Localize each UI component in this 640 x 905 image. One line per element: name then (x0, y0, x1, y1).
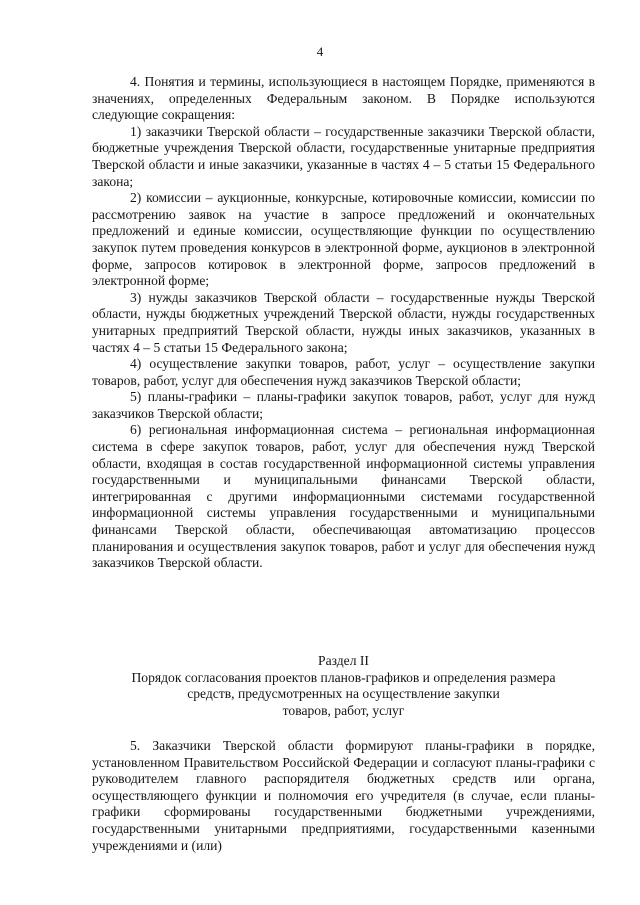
terms-section-body (92, 74, 595, 572)
section-title-line-3: товаров, работ, услуг (282, 702, 405, 718)
section-2-body (92, 738, 595, 854)
paragraph-4-intro: 4. Понятия и термины, использующиеся в настоящем Порядке, применяются в значениях, определенных Федеральным законом. В Порядке используются следующие сокращения: (92, 74, 595, 123)
term-5-schedules: 5) планы-графики – планы-графики закупок товаров, работ, услуг для нужд заказчиков Тверской области; (92, 389, 595, 421)
paragraph-5: 5. Заказчики Тверской области формируют планы-графики в порядке, установленном Правительством Российской Федерации и согласуют планы-графики с руководителем главного распорядителя бюджетных средств или органа, осуществляющего функции и полномочия его учредителя (в случае, если планы-графики сформированы государственными бюджетными учреждениями, государственными унитарными предприятиями, государственными казенными учреждениями и (или) (92, 738, 595, 853)
term-3-needs: 3) нужды заказчиков Тверской области – государственные нужды Тверской области, нужды бюджетных учреждений Тверской области, нужды государственных унитарных предприятий Тверской области, нужды иных заказчиков, указанных в частях 4 – 5 статьи 15 Федерального закона; (92, 289, 595, 355)
section-heading (92, 653, 595, 719)
section-title-line-2: средств, предусмотренных на осуществление закупки (187, 686, 500, 702)
term-1-customers: 1) заказчики Тверской области – государственные заказчики Тверской области, бюджетные учреждения Тверской области, государственные унитарные предприятия Тверской области и иные заказчики, указанные в частях 4 – 5 статьи 15 Федерального закона; (92, 123, 595, 189)
section-title-line-1: Порядок согласования проектов планов-графиков и определения размера (131, 669, 556, 685)
term-2-commissions: 2) комиссии – аукционные, конкурсные, котировочные комиссии, комиссии по рассмотрению заявок на участие в запросе предложений и окончательных предложений и единые комиссии, осуществляющие функции по осуществлению закупок путем проведения конкурсов в электронной форме, аукционов в электронной форме, запросов котировок в электронной форме, запросов предложений в электронной форме; (92, 190, 595, 289)
term-6-information-system: 6) региональная информационная система – региональная информационная система в сфере закупок товаров, работ, услуг для обеспечения нужд Тверской области, входящая в состав государственной информационной системы управления государственными и муниципальными финансами Тверской области, интегрированная с другими информационными системами государственной информационной системы управления государственными и муниципальными финансами Тверской области, обеспечивающая автоматизацию процессов планирования и осуществления закупок товаров, работ и услуг для обеспечения нужд заказчиков Тверской области. (92, 422, 595, 571)
page-number: 4 (316, 44, 324, 59)
term-4-procurement: 4) осуществление закупки товаров, работ, услуг – осуществление закупки товаров, работ, услуг для обеспечения нужд заказчиков Тверской области; (92, 356, 595, 388)
section-label: Раздел II (318, 653, 369, 668)
